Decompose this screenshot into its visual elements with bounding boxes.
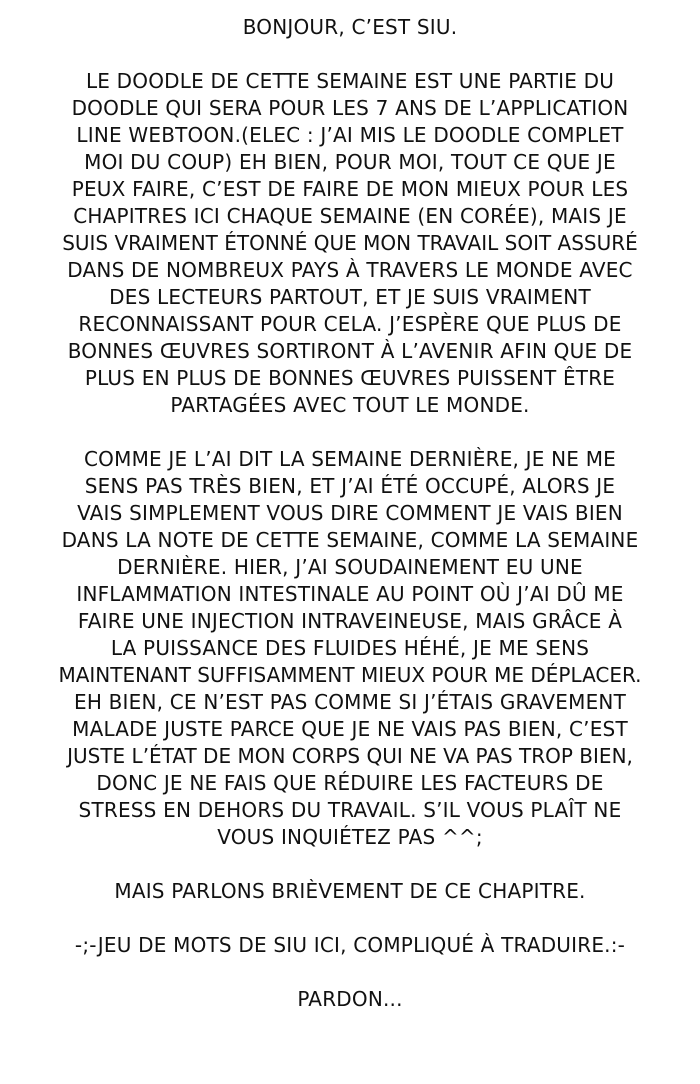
paragraph-doodle-thanks bbox=[20, 68, 680, 419]
text-line: DANS LA NOTE DE CETTE SEMAINE, COMME LA SEMAINE bbox=[61, 528, 639, 552]
text-line: VAIS SIMPLEMENT VOUS DIRE COMMENT JE VAIS BIEN bbox=[77, 501, 623, 525]
text-line: DES LECTEURS PARTOUT, ET JE SUIS VRAIMENT bbox=[109, 285, 591, 309]
text-line: PLUS EN PLUS DE BONNES ŒUVRES PUISSENT ÊTRE bbox=[84, 366, 616, 390]
text-line: CHAPITRES ICI CHAQUE SEMAINE (EN CORÉE), MAIS JE bbox=[73, 204, 627, 228]
text-line: MOI DU COUP) EH BIEN, POUR MOI, TOUT CE QUE JE bbox=[84, 150, 616, 174]
chapter-brief-line: MAIS PARLONS BRIÈVEMENT DE CE CHAPITRE. bbox=[114, 879, 586, 903]
wordplay-note-line: -;-JEU DE MOTS DE SIU ICI, COMPLIQUÉ À TRADUIRE.:- bbox=[74, 933, 626, 957]
text-line: RECONNAISSANT POUR CELA. J’ESPÈRE QUE PLUS DE bbox=[78, 312, 622, 336]
text-line: VOUS INQUIÉTEZ PAS ^^; bbox=[217, 825, 483, 849]
text-line: COMME JE L’AI DIT LA SEMAINE DERNIÈRE, JE NE ME bbox=[84, 447, 616, 471]
paragraph-spacer bbox=[20, 41, 680, 68]
paragraph-spacer bbox=[20, 959, 680, 986]
greeting-line: BONJOUR, C’EST SIU. bbox=[242, 15, 458, 39]
sorry-line: PARDON... bbox=[297, 987, 403, 1011]
text-line: INFLAMMATION INTESTINALE AU POINT OÙ J’AI DÛ ME bbox=[76, 582, 624, 606]
text-line: MALADE JUSTE PARCE QUE JE NE VAIS PAS BIEN, C’EST bbox=[72, 717, 628, 741]
paragraph-health-update bbox=[20, 446, 680, 851]
text-line: LE DOODLE DE CETTE SEMAINE EST UNE PARTIE DU bbox=[85, 69, 615, 93]
text-line: DONC JE NE FAIS QUE RÉDUIRE LES FACTEURS DE bbox=[96, 771, 604, 795]
text-line: JUSTE L’ÉTAT DE MON CORPS QUI NE VA PAS TROP BIEN, bbox=[67, 744, 633, 768]
text-line: MAINTENANT SUFFISAMMENT MIEUX POUR ME DÉPLACER. bbox=[58, 663, 642, 687]
text-line: PARTAGÉES AVEC TOUT LE MONDE. bbox=[170, 393, 530, 417]
text-line: PEUX FAIRE, C’EST DE FAIRE DE MON MIEUX POUR LES bbox=[71, 177, 629, 201]
text-line: EH BIEN, CE N’EST PAS COMME SI J’ÉTAIS GRAVEMENT bbox=[74, 690, 626, 714]
paragraph-spacer bbox=[20, 905, 680, 932]
text-line: BONNES ŒUVRES SORTIRONT À L’AVENIR AFIN QUE DE bbox=[67, 339, 633, 363]
text-line: DOODLE QUI SERA POUR LES 7 ANS DE L’APPLICATION bbox=[71, 96, 629, 120]
text-line: LINE WEBTOON.(ELEC : J’AI MIS LE DOODLE COMPLET bbox=[76, 123, 624, 147]
text-line: SUIS VRAIMENT ÉTONNÉ QUE MON TRAVAIL SOIT ASSURÉ bbox=[62, 231, 638, 255]
text-line: FAIRE UNE INJECTION INTRAVEINEUSE, MAIS GRÂCE À bbox=[77, 609, 623, 633]
text-line: DERNIÈRE. HIER, J’AI SOUDAINEMENT EU UNE bbox=[117, 555, 583, 579]
text-line: SENS PAS TRÈS BIEN, ET J’AI ÉTÉ OCCUPÉ, ALORS JE bbox=[84, 474, 616, 498]
paragraph-spacer bbox=[20, 419, 680, 446]
paragraph-spacer bbox=[20, 851, 680, 878]
text-line: LA PUISSANCE DES FLUIDES HÉHÉ, JE ME SENS bbox=[110, 636, 590, 660]
text-line: STRESS EN DEHORS DU TRAVAIL. S’IL VOUS PLAÎT NE bbox=[78, 798, 622, 822]
text-line: DANS DE NOMBREUX PAYS À TRAVERS LE MONDE AVEC bbox=[67, 258, 633, 282]
